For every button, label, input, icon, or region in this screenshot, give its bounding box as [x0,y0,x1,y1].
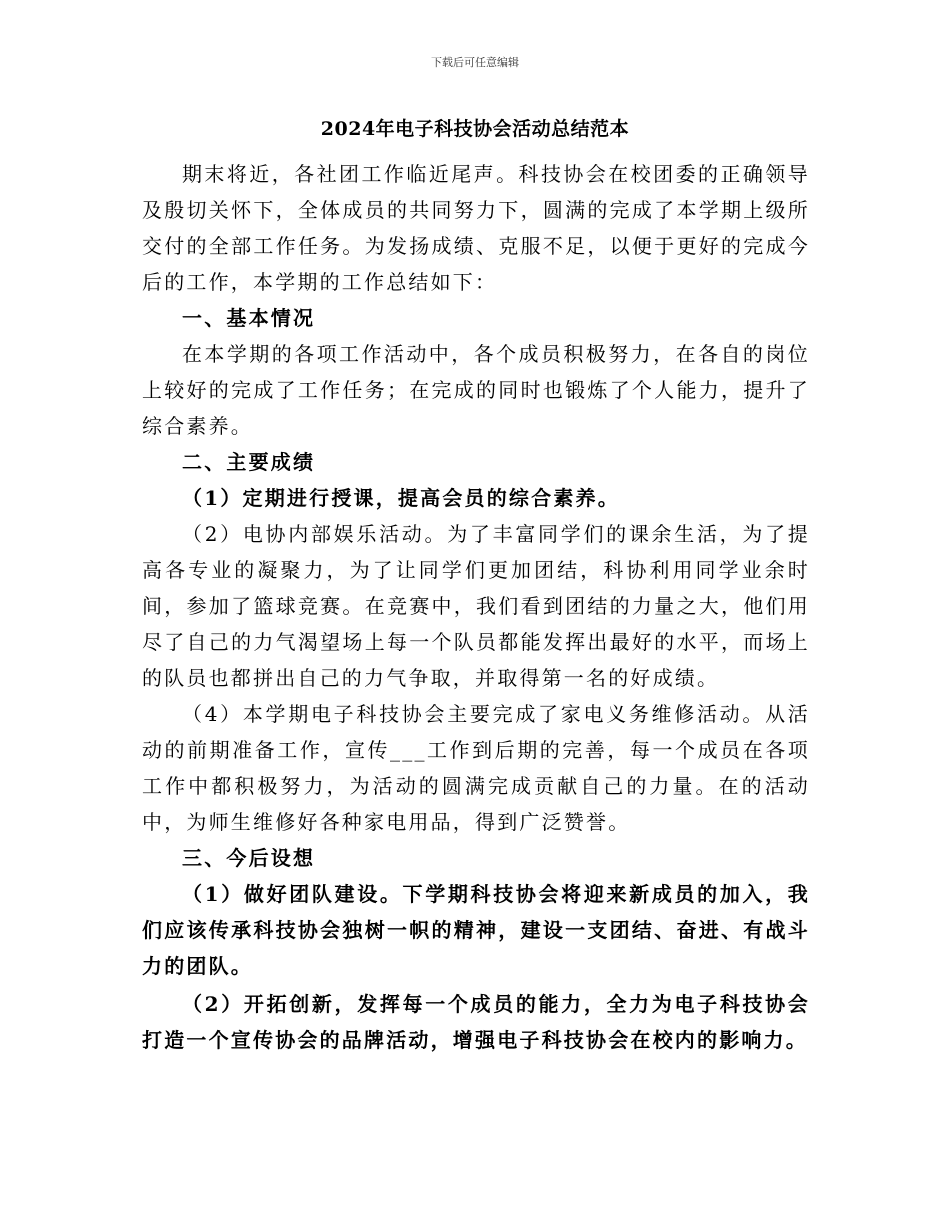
section-3-item-2: （2）开拓创新，发挥每一个成员的能力，全力为电子科技协会打造一个宣传协会的品牌活动，增强电子科技协会在校内的影响力。 [142,992,810,1052]
section-2-item-4: （4）本学期电子科技协会主要完成了家电义务维修活动。从活动的前期准备工作，宣传___工作到后期的完善，每一个成员在各项工作中都积极努力，为活动的圆满完成贡献自己的力量。在的活动中，为师生维修好各种家电用品，得到广泛赞誉。 [142,702,810,834]
section-1-heading: 一、基本情况 [182,306,316,330]
section-3-heading: 三、今后设想 [182,846,316,870]
section-2-item-2: （2）电协内部娱乐活动。为了丰富同学们的课余生活，为了提高各专业的凝聚力，为了让同学们更加团结，科协利用同学业余时间，参加了篮球竞赛。在竞赛中，我们看到团结的力量之大，他们用尽了自己的力气渴望场上每一个队员都能发挥出最好的水平，而场上的队员也都拼出自己的力气争取，并取得第一名的好成绩。 [142,522,810,690]
section-3-item-1: （1）做好团队建设。下学期科技协会将迎来新成员的加入，我们应该传承科技协会独树一帜的精神，建设一支团结、奋进、有战斗力的团队。 [142,882,810,978]
section-1-paragraph: 在本学期的各项工作活动中，各个成员积极努力，在各自的岗位上较好的完成了工作任务；在完成的同时也锻炼了个人能力，提升了综合素养。 [142,342,810,438]
document-body [142,156,810,1058]
document-title: 2024年电子科技协会活动总结范本 [320,118,630,140]
section-2-heading: 二、主要成绩 [182,450,316,474]
intro-paragraph: 期末将近，各社团工作临近尾声。科技协会在校团委的正确领导及殷切关怀下，全体成员的共同努力下，圆满的完成了本学期上级所交付的全部工作任务。为发扬成绩、克服不足，以便于更好的完成今后的工作，本学期的工作总结如下： [142,162,810,294]
section-2-item-1: （1）定期进行授课，提高会员的综合素养。 [182,486,620,510]
header-note: 下载后可任意编辑 [431,56,519,69]
